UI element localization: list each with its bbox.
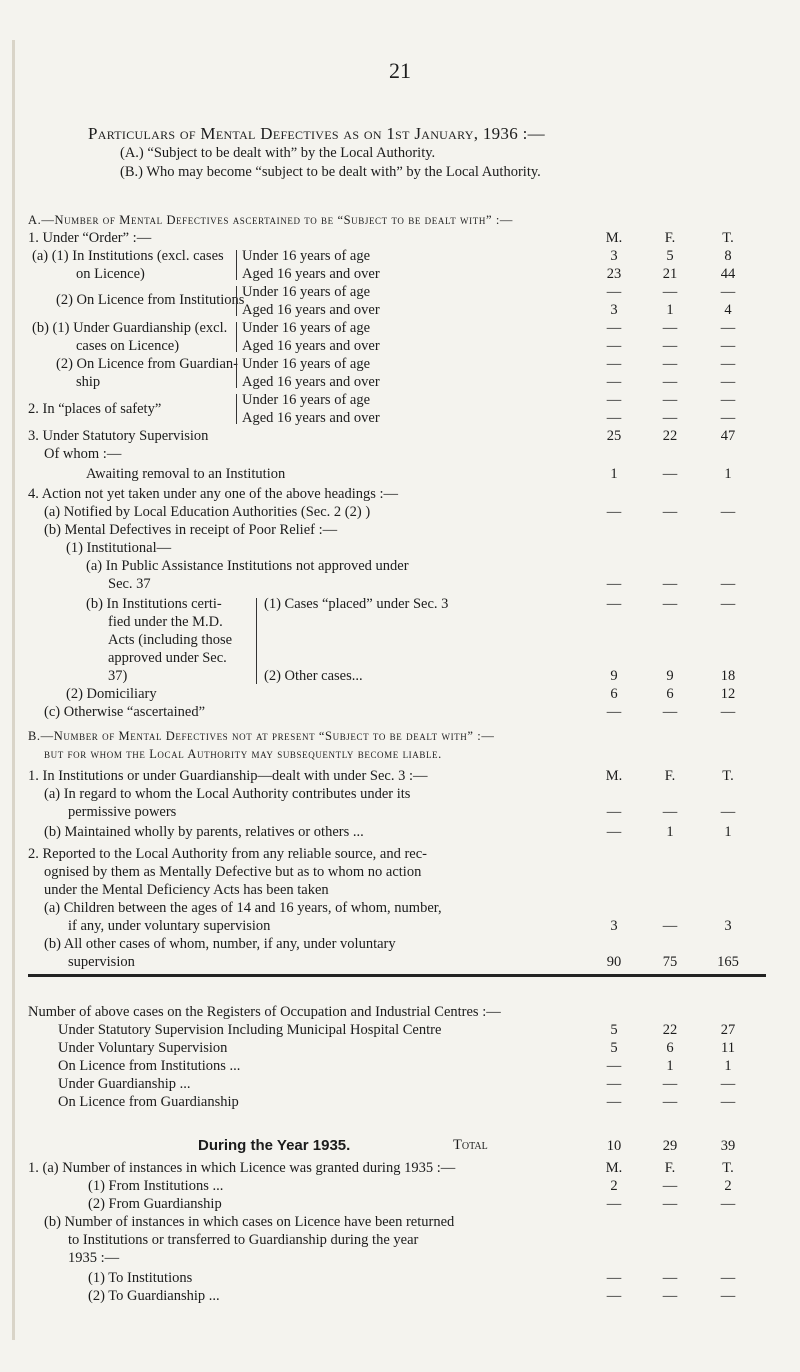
year-line-2: (1) From Institutions ...	[88, 1178, 224, 1194]
value-t: —	[720, 596, 736, 612]
value-t: —	[720, 410, 736, 426]
a-line-6: cases on Licence)	[76, 338, 180, 354]
value-f: —	[662, 374, 678, 390]
age-label-aged16: Aged 16 years and over	[242, 410, 380, 426]
a-line-21: Acts (including those	[108, 632, 233, 648]
value-t: —	[720, 356, 736, 372]
value-t: —	[720, 704, 736, 720]
value-t: 27	[720, 1022, 736, 1038]
col-header-f: F.	[664, 230, 676, 246]
a-line-19: (b) In Institutions certi-	[86, 596, 222, 612]
value-m: —	[606, 410, 622, 426]
col-header-f: F.	[664, 1160, 676, 1176]
value-f: —	[662, 320, 678, 336]
value-m: 3	[610, 302, 618, 318]
section-a-heading: A.—Number of Mental Defectives ascertained to be “Subject to be dealt with” :—	[28, 213, 513, 227]
value-m: 10	[606, 1138, 622, 1154]
register-label: Under Guardianship ...	[58, 1076, 191, 1092]
a-line-10: 3. Under Statutory Supervision	[28, 428, 209, 444]
value-f: —	[662, 1094, 678, 1110]
age-label-under16: Under 16 years of age	[242, 320, 371, 336]
b-line-5: 2. Reported to the Local Authority from any reliable source, and rec-	[28, 846, 428, 862]
a-line-24: (2) Domiciliary	[66, 686, 157, 702]
a-line-14: (a) Notified by Local Education Authorities (Sec. 2 (2) )	[44, 504, 371, 520]
value-f: —	[662, 704, 678, 720]
value-m: —	[606, 596, 622, 612]
year-line-5: to Institutions or transferred to Guardianship during the year	[68, 1232, 419, 1248]
year-line-1: 1. (a) Number of instances in which Licence was granted during 1935 :—	[28, 1160, 456, 1176]
brace	[236, 394, 237, 424]
a-line-17: (a) In Public Assistance Institutions not approved under	[86, 558, 409, 574]
value-t: —	[720, 504, 736, 520]
col-header-m: M.	[605, 768, 623, 784]
value-m: 2	[610, 1178, 618, 1194]
a-line-8: ship	[76, 374, 101, 390]
value-f: —	[662, 410, 678, 426]
a-line-18: Sec. 37	[108, 576, 151, 592]
age-label-aged16: Aged 16 years and over	[242, 302, 380, 318]
registers-heading: Number of above cases on the Registers of Occupation and Industrial Centres :—	[28, 1004, 501, 1020]
value-m: —	[606, 1076, 622, 1092]
a-line-20: fied under the M.D.	[108, 614, 223, 630]
age-label-aged16: Aged 16 years and over	[242, 374, 380, 390]
col-header-t: T.	[722, 768, 734, 784]
brace	[236, 358, 237, 388]
brace	[236, 250, 237, 280]
scan-edge	[12, 40, 15, 1340]
value-f: 29	[662, 1138, 678, 1154]
value-f: 22	[662, 428, 678, 444]
age-label-under16: Under 16 years of age	[242, 356, 371, 372]
value-m: —	[606, 1196, 622, 1212]
col-header-f: F.	[664, 768, 676, 784]
b-line-2: (a) In regard to whom the Local Authority contributes under its	[44, 786, 411, 802]
year-line-4: (b) Number of instances in which cases on Licence have been returned	[44, 1214, 455, 1230]
value-f: —	[662, 392, 678, 408]
value-f: 6	[666, 686, 674, 702]
value-f: 9	[666, 668, 674, 684]
value-m: 3	[610, 248, 618, 264]
value-m: —	[606, 320, 622, 336]
value-t: —	[720, 374, 736, 390]
value-m: 3	[610, 918, 618, 934]
value-f: 6	[666, 1040, 674, 1056]
b-line-4: (b) Maintained wholly by parents, relatives or others ...	[44, 824, 364, 840]
value-t: 1	[724, 824, 732, 840]
a-line-22: approved under Sec.	[108, 650, 227, 666]
value-t: —	[720, 1270, 736, 1286]
value-m: 6	[610, 686, 618, 702]
value-m: —	[606, 1270, 622, 1286]
value-f: —	[662, 1196, 678, 1212]
value-t: 1	[724, 466, 732, 482]
placed-cases-label: (1) Cases “placed” under Sec. 3	[264, 596, 449, 612]
value-t: 2	[724, 1178, 732, 1194]
value-t: —	[720, 338, 736, 354]
value-m: —	[606, 704, 622, 720]
value-m: —	[606, 356, 622, 372]
title-line-a: (A.) “Subject to be dealt with” by the Local Authority.	[120, 145, 436, 161]
b-line-1: 1. In Institutions or under Guardianship—dealt with under Sec. 3 :—	[28, 768, 428, 784]
col-header-m: M.	[605, 1160, 623, 1176]
register-label: On Licence from Guardianship	[58, 1094, 239, 1110]
value-f: —	[662, 356, 678, 372]
a-line-23: 37)	[108, 668, 128, 684]
a-line-3: on Licence)	[76, 266, 145, 282]
col-header-t: T.	[722, 230, 734, 246]
value-t: —	[720, 392, 736, 408]
brace	[236, 286, 237, 316]
section-b-subheading: but for whom the Local Authority may subsequently become liable.	[44, 747, 442, 761]
page-number: 21	[389, 58, 411, 83]
b-line-11: supervision	[68, 954, 135, 970]
col-header-t: T.	[722, 1160, 734, 1176]
value-m: —	[606, 576, 622, 592]
value-f: —	[662, 1076, 678, 1092]
register-label: On Licence from Institutions ...	[58, 1058, 241, 1074]
value-m: 23	[606, 266, 622, 282]
total-label: Total	[453, 1137, 488, 1153]
value-t: —	[720, 320, 736, 336]
a-line-1: 1. Under “Order” :—	[28, 230, 152, 246]
value-f: —	[662, 284, 678, 300]
value-t: 39	[720, 1138, 736, 1154]
b-line-6: ognised by them as Mentally Defective but as to whom no action	[44, 864, 422, 880]
value-f: 21	[662, 266, 678, 282]
value-m: —	[606, 1288, 622, 1304]
value-t: —	[720, 1076, 736, 1092]
value-m: —	[606, 504, 622, 520]
year-line-6: 1935 :—	[68, 1250, 120, 1266]
a-line-11: Of whom :—	[44, 446, 122, 462]
title-line-b: (B.) Who may become “subject to be dealt with” by the Local Authority.	[120, 164, 541, 180]
value-m: —	[606, 824, 622, 840]
value-f: 22	[662, 1022, 678, 1038]
value-m: —	[606, 374, 622, 390]
a-line-5: (b) (1) Under Guardianship (excl.	[32, 320, 228, 336]
value-f: —	[662, 504, 678, 520]
value-f: —	[662, 576, 678, 592]
value-t: 11	[721, 1040, 735, 1056]
value-m: 90	[606, 954, 622, 970]
b-line-7: under the Mental Deficiency Acts has been taken	[44, 882, 329, 898]
value-m: —	[606, 1058, 622, 1074]
value-m: —	[606, 284, 622, 300]
age-label-under16: Under 16 years of age	[242, 284, 371, 300]
value-m: —	[606, 1094, 622, 1110]
b-line-10: (b) All other cases of whom, number, if any, under voluntary	[44, 936, 396, 952]
value-m: 1	[610, 466, 618, 482]
age-label-under16: Under 16 years of age	[242, 248, 371, 264]
value-t: 18	[720, 668, 736, 684]
value-t: 165	[717, 954, 739, 970]
value-f: —	[662, 1288, 678, 1304]
value-t: —	[720, 1288, 736, 1304]
age-label-under16: Under 16 years of age	[242, 392, 371, 408]
a-line-4: (2) On Licence from Institutions	[56, 292, 245, 308]
register-label: Under Voluntary Supervision	[58, 1040, 228, 1056]
page-title: Particulars of Mental Defectives as on 1st January, 1936 :—	[88, 124, 545, 143]
value-f: —	[662, 1178, 678, 1194]
value-f: —	[662, 1270, 678, 1286]
a-line-12: Awaiting removal to an Institution	[86, 466, 286, 482]
value-m: —	[606, 392, 622, 408]
value-f: —	[662, 338, 678, 354]
a-line-9: 2. In “places of safety”	[28, 401, 162, 417]
section-b-heading: B.—Number of Mental Defectives not at present “Subject to be dealt with” :—	[28, 729, 495, 743]
brace	[236, 322, 237, 352]
value-f: 1	[666, 824, 674, 840]
a-line-2: (a) (1) In Institutions (excl. cases	[32, 248, 224, 264]
b-line-3: permissive powers	[68, 804, 177, 820]
value-m: 9	[610, 668, 618, 684]
value-t: —	[720, 1196, 736, 1212]
value-m: 5	[610, 1040, 618, 1056]
value-f: 1	[666, 1058, 674, 1074]
b-line-9: if any, under voluntary supervision	[68, 918, 271, 934]
year-line-8: (2) To Guardianship ...	[88, 1288, 220, 1304]
value-m: —	[606, 338, 622, 354]
value-f: 1	[666, 302, 674, 318]
year-line-7: (1) To Institutions	[88, 1270, 193, 1286]
value-f: —	[662, 918, 678, 934]
value-m: —	[606, 804, 622, 820]
year-heading: During the Year 1935.	[198, 1137, 351, 1154]
age-label-aged16: Aged 16 years and over	[242, 266, 380, 282]
a-line-15: (b) Mental Defectives in receipt of Poor Relief :—	[44, 522, 338, 538]
value-f: —	[662, 804, 678, 820]
a-line-7: (2) On Licence from Guardian-	[56, 356, 238, 372]
a-line-16: (1) Institutional—	[66, 540, 172, 556]
value-f: —	[662, 466, 678, 482]
value-t: 8	[724, 248, 732, 264]
value-t: 3	[724, 918, 732, 934]
year-line-3: (2) From Guardianship	[88, 1196, 222, 1212]
value-f: 5	[666, 248, 674, 264]
a-line-25: (c) Otherwise “ascertained”	[44, 704, 206, 720]
col-header-m: M.	[605, 230, 623, 246]
section-divider	[28, 974, 766, 977]
value-t: —	[720, 576, 736, 592]
brace	[256, 598, 257, 684]
value-t: 1	[724, 1058, 732, 1074]
b-line-8: (a) Children between the ages of 14 and 16 years, of whom, number,	[44, 900, 442, 916]
value-f: 75	[662, 954, 678, 970]
value-m: 5	[610, 1022, 618, 1038]
value-t: 4	[724, 302, 732, 318]
value-t: 12	[720, 686, 736, 702]
value-t: 47	[720, 428, 736, 444]
value-f: —	[662, 596, 678, 612]
a-line-13: 4. Action not yet taken under any one of the above headings :—	[28, 486, 399, 502]
register-label: Under Statutory Supervision Including Municipal Hospital Centre	[58, 1022, 442, 1038]
value-t: —	[720, 284, 736, 300]
other-cases-label: (2) Other cases...	[264, 668, 363, 684]
value-t: —	[720, 1094, 736, 1110]
value-m: 25	[606, 428, 622, 444]
value-t: 44	[720, 266, 736, 282]
age-label-aged16: Aged 16 years and over	[242, 338, 380, 354]
value-t: —	[720, 804, 736, 820]
